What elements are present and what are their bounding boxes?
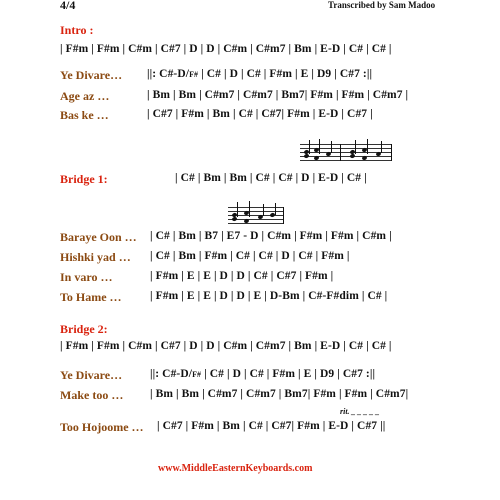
chords-ye-divare-1: [147, 68, 372, 80]
chords-baraye-oon: | C# | Bm | B7 | E7 - D | C#m | F#m | F#m | C#m |: [150, 230, 392, 242]
bridge2-title: Bridge 2:: [60, 322, 108, 336]
label-bas-ke: Bas ke …: [60, 108, 109, 122]
label-baraye-oon: Baraye Oon …: [60, 230, 137, 244]
chord-suffix: | C# | D | C# | F#m | E | D9 | C#7 :||: [198, 68, 373, 80]
label-age-az: Age az …: [60, 89, 110, 103]
chords-ye-divare-2: [150, 368, 375, 380]
notation-snippet-1: [300, 138, 392, 164]
chords-make-too: | Bm | Bm | C#m7 | C#m7 | Bm7| F#m | F#m | C#m7|: [150, 388, 409, 400]
chords-to-hame: | F#m | E | E | D | D | E | D-Bm | C#-F#dim | C# |: [150, 290, 388, 302]
bridge2-chords: | F#m | F#m | C#m | C#7 | D | D | C#m | C#m7 | Bm | E-D | C# | C# |: [60, 340, 392, 352]
chords-too-hojoome: | C#7 | F#m | Bm | C# | C#7| F#m | E-D | C#7 ||: [157, 420, 386, 432]
chord-prefix: ||: C#-D/: [147, 68, 190, 80]
label-make-too: Make too …: [60, 388, 124, 402]
chord-prefix: ||: C#-D/: [150, 368, 193, 380]
label-to-hame: To Hame …: [60, 290, 122, 304]
chords-hishki-yad: | C# | Bm | F#m | C# | C# | D | C# | F#m |: [150, 250, 350, 262]
chord-bass-subscript: F#: [189, 70, 199, 79]
bridge1-chords: | C# | Bm | Bm | C# | C# | D | E-D | C# |: [175, 172, 367, 184]
chords-in-varo: | F#m | E | E | D | D | C# | C#7 | F#m |: [150, 270, 334, 282]
chord-suffix: | C# | D | C# | F#m | E | D9 | C#7 :||: [201, 368, 376, 380]
label-ye-divare-2: Ye Divare…: [60, 368, 123, 382]
label-too-hojoome: Too Hojoome …: [60, 420, 144, 434]
label-hishki-yad: Hishki yad …: [60, 250, 131, 264]
label-in-varo: In varo …: [60, 270, 113, 284]
chords-bas-ke: | C#7 | F#m | Bm | C# | C#7| F#m | E-D | C#7 |: [147, 108, 373, 120]
label-ye-divare-1: Ye Divare…: [60, 68, 123, 82]
footer-url[interactable]: www.MiddleEasternKeyboards.com: [158, 463, 313, 474]
credit-text: Transcribed by Sam Madoo: [328, 0, 436, 10]
intro-title: Intro :: [60, 23, 94, 37]
intro-chords: | F#m | F#m | C#m | C#7 | D | D | C#m | C#m7 | Bm | E-D | C# | C# |: [60, 43, 392, 55]
time-signature: 4/4: [60, 0, 76, 12]
chord-bass-subscript: F#: [192, 370, 202, 379]
chords-age-az: | Bm | Bm | C#m7 | C#m7 | Bm7| F#m | F#m | C#m7 |: [147, 89, 409, 101]
bridge1-title: Bridge 1:: [60, 172, 108, 186]
ritardando-marking: rit. _ _ _ _ _: [340, 407, 380, 416]
notation-snippet-2: [228, 199, 284, 227]
